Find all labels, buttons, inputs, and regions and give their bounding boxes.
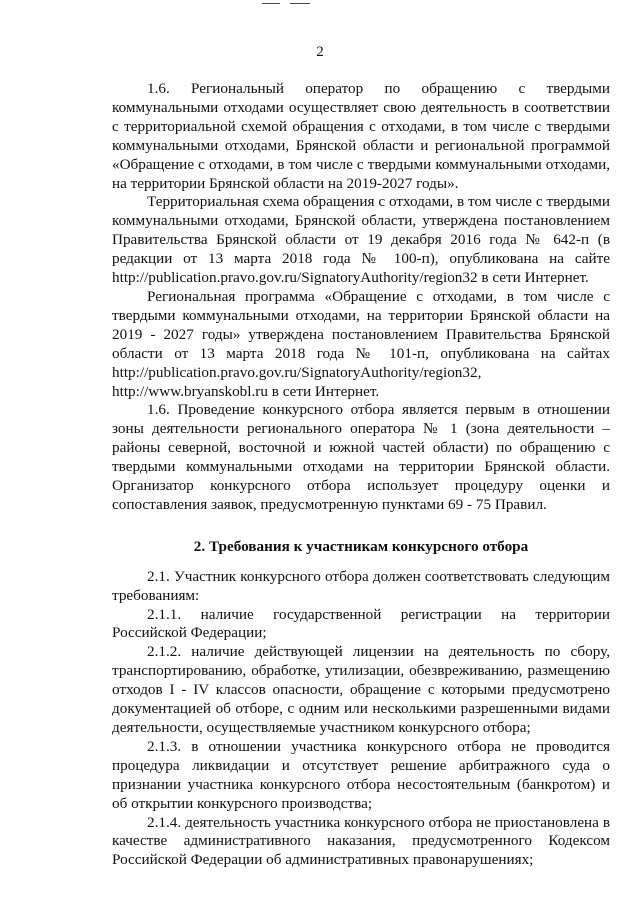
header-rule-right bbox=[290, 3, 310, 4]
paragraph-2-1-1: 2.1.1. наличие государственной регистрации на территории Российской Федерации; bbox=[112, 605, 610, 642]
paragraph-2-1-3: 2.1.3. в отношении участника конкурсного отбора не проводится процедура ликвидации и отсутствует решение арбитражного суда о признании участника конкурсного отбора несостоятельным (банкротом) и об открытии конкурсного производства; bbox=[112, 737, 610, 812]
paragraph-2-1-4: 2.1.4. деятельность участника конкурсного отбора не приостановлена в качестве административного наказания, предусмотренного Кодексом Российской Федерации об административных правонарушениях; bbox=[112, 813, 610, 869]
paragraph-territorial-scheme: Территориальная схема обращения с отходами, в том числе с твердыми коммунальными отходами, Брянской области, утверждена постановлением Правительства Брянской области от 19 декабря 2016 года № 642-п (в редакции от 13 марта 2018 года № 100-п), опубликована на сайте http://publication.pravo.gov.ru/SignatoryAuthority/region32 в сети Интернет. bbox=[112, 193, 610, 287]
paragraph-1-6-selection: 1.6. Проведение конкурсного отбора является первым в отношении зоны деятельности регионального оператора № 1 (зона деятельности – районы северной, восточной и южной частей области) по обращению с твердыми коммунальными отходами на территории Брянской области. Организатор конкурсного отбора использует процедуру оценки и сопоставления заявок, предусмотренную пунктами 69 - 75 Правил. bbox=[112, 401, 610, 513]
section-2-heading: 2. Требования к участникам конкурсного отбора bbox=[193, 537, 529, 555]
paragraph-regional-program: Региональная программа «Обращение с отходами, в том числе с твердыми коммунальными отходами, на территории Брянской области на 2019 - 2027 годы» утверждена постановлением Правительства Брянской области от 13 марта 2018 года № 101-п, опубликована на сайтах http://publication.pravo.gov.ru/SignatoryAuthority/region32, bbox=[112, 287, 610, 381]
paragraph-2-1: 2.1. Участник конкурсного отбора должен соответствовать следующим требованиям: bbox=[112, 567, 610, 604]
paragraph-1-6-operator: 1.6. Региональный оператор по обращению с твердыми коммунальными отходами осуществляет свою деятельность в соответствии с территориальной схемой обращения с отходами, в том числе с твердыми коммунальными отходами, Брянской области и региональной программой «Обращение с отходами, в том числе с твердыми коммунальными отходами, на территории Брянской области на 2019-2027 годы». bbox=[112, 80, 610, 192]
paragraph-2-1-2: 2.1.2. наличие действующей лицензии на деятельность по сбору, транспортированию, обработке, утилизации, обезвреживанию, размещению отходов I - IV классов опасности, обращение с которыми предусмотрено документацией об отборе, с одним или несколькими разрешенными видами деятельности, осуществляемые участником конкурсного отбора; bbox=[112, 643, 610, 736]
header-rule-left bbox=[262, 3, 280, 4]
page-number: 2 bbox=[316, 44, 324, 60]
document-body bbox=[112, 80, 610, 870]
paragraph-regional-program-continued: http://www.bryanskobl.ru в сети Интернет. bbox=[112, 382, 380, 400]
